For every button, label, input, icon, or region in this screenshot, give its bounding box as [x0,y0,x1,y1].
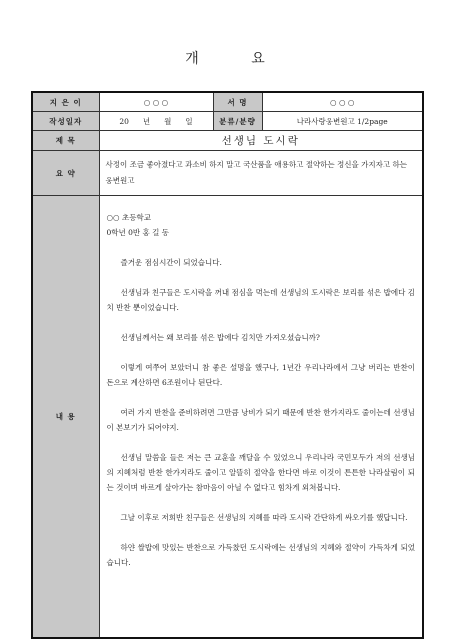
author-label: 지 은 이 [32,92,99,112]
signature-value: ○ ○ ○ [262,92,423,112]
paragraph: 즐거운 점심시간이 되었습니다. [120,258,222,267]
date-value [99,112,213,131]
school-line: ○○ 초등학교 [106,213,151,222]
form-table [31,91,424,639]
date-year: 20 [119,116,129,126]
date-year-unit: 년 [142,116,151,126]
subject-value: 선생님 도시락 [99,131,423,151]
summary-label: 요 약 [32,151,99,196]
date-month-unit: 월 [164,116,172,126]
paragraph: 선생님께서는 왜 보리를 섞은 밥에다 김치만 가져오셨습니까? [120,333,320,342]
author-value: ○ ○ ○ [99,92,213,112]
paragraph: 그날 이후로 저희반 친구들은 선생님의 지혜를 따라 도시락 간단하게 싸오기를 했답니다. [120,513,408,522]
category-label: 분류/분량 [213,112,262,131]
date-label: 작성일자 [32,112,99,131]
summary-value: 사정이 조금 좋아졌다고 과소비 하지 말고 국산품을 애용하고 절약하는 정신을 가지자고 하는 웅변원고 [99,151,423,196]
date-day-unit: 일 [185,116,193,126]
subject-label: 제 목 [32,131,99,151]
paragraph: 여러 가지 반찬을 준비하려면 그만큼 낭비가 되기 때문에 반찬 한가지라도 줄이는데 선생님이 본보기가 되어야지. [106,408,415,432]
paragraph: 이렇게 여쭈어 보았더니 참 좋은 설명을 했구나, 1년간 우리나라에서 그냥 버리는 반찬이 돈으로 계산하면 6조원이나 된단다. [106,363,415,387]
paragraph: 선생님 말씀을 들은 저는 큰 교훈을 깨달을 수 있었으니 우리나라 국민모두가 저의 선생님의 지혜처럼 반찬 한가지라도 줄이고 알뜰히 절약을 한다면 바로 이것이 튼튼한 나라살림이 되는 것이며 바르게 살아가는 참마음이 아닐 수 없다고 힘차게 외쳐봅니다. [106,453,415,492]
signature-label: 서 명 [213,92,262,112]
category-value: 나라사랑웅변원고 1/2page [262,112,423,131]
content-label: 내 용 [32,196,99,639]
content-body [99,196,423,639]
paragraph: 하얀 쌀밥에 맛있는 반찬으로 가득찼던 도시락에는 선생님의 지혜와 절약이 가득차게 되었습니다. [106,543,415,567]
document-title: 개 요 [185,51,289,67]
paragraph: 선생님과 친구들은 도시락을 꺼내 점심을 먹는데 선생님의 도시락은 보리를 섞은 밥에다 김치 반찬 뿐이었습니다. [106,288,415,312]
student-line: 0학년 0반 홍 길 동 [106,228,170,237]
